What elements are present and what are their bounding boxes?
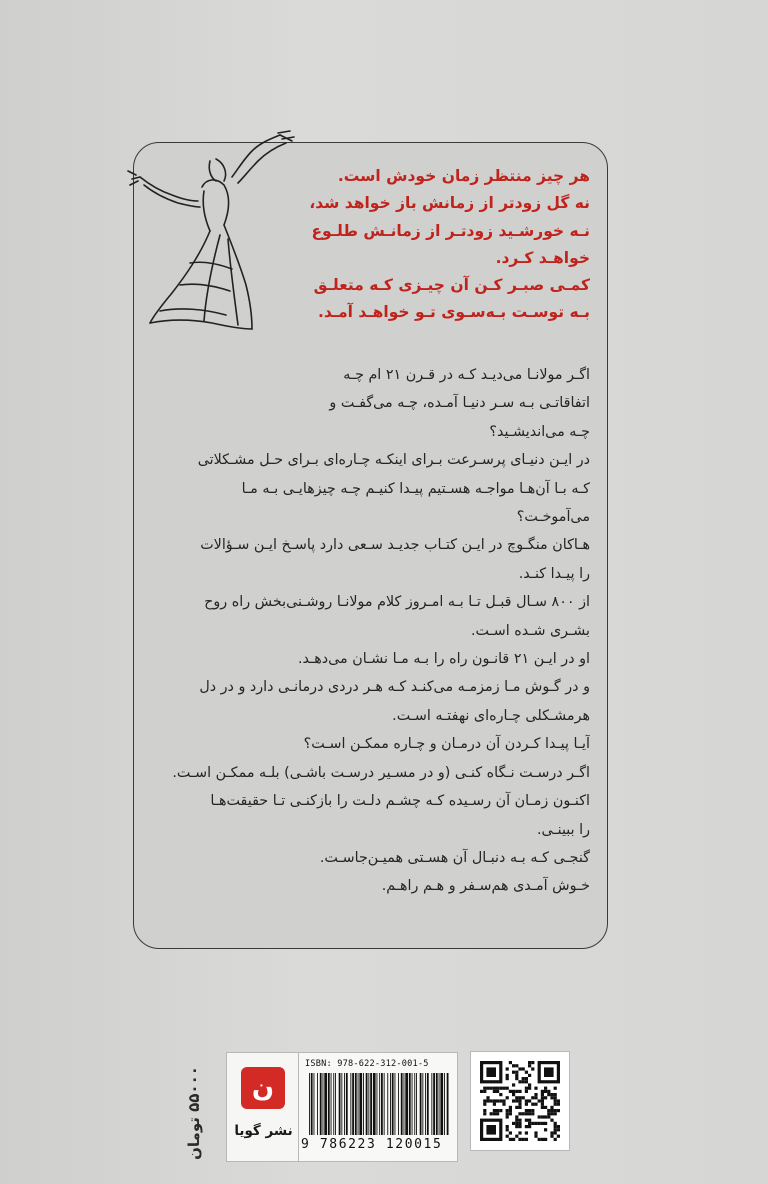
description-line: آیـا پیـدا کـردن آن درمـان و چـاره ممکـن اسـت؟ [303,736,590,753]
qr-module [522,1080,525,1083]
qr-module [486,1096,489,1099]
barcode-bar [379,1073,380,1135]
qr-module [522,1138,525,1141]
qr-module [525,1119,528,1122]
qr-module [528,1125,531,1128]
qr-module [515,1115,518,1118]
qr-module [550,1135,553,1138]
isbn-label: ISBN: 978-622-312-001-5 [305,1059,429,1069]
quote-block [270,163,590,327]
qr-module [483,1112,486,1115]
barcode-bar [324,1073,327,1135]
description-line: را ببینـی. [537,821,590,838]
qr-module [506,1135,509,1138]
qr-module [554,1131,557,1134]
publisher-logo: ن [241,1067,285,1109]
qr-module [550,1096,553,1099]
qr-module [515,1099,518,1102]
description-text [172,361,590,901]
description-line: کـه بـا آن‌هـا مواجـه هسـتیم پیـدا کنیـم چـه چیزهایـی بـه مـا [241,480,590,497]
qr-module [528,1074,531,1077]
barcode-bar [355,1073,357,1135]
qr-module [483,1103,486,1106]
qr-module [531,1096,534,1099]
qr-module [557,1099,560,1102]
qr-module [518,1099,521,1102]
qr-module [541,1138,544,1141]
qr-module [544,1106,547,1109]
qr-module [515,1122,518,1125]
description-line: اگـر مولانـا می‌دیـد کـه در قـرن ۲۱ ام چـه [343,367,590,383]
qr-module [528,1119,531,1122]
qr-module [557,1128,560,1131]
qr-module [496,1099,499,1102]
qr-module [544,1090,547,1093]
qr-module [496,1087,499,1090]
qr-module [528,1099,531,1102]
qr-module [528,1087,531,1090]
publisher-box [226,1052,301,1162]
barcode-bar [420,1073,422,1135]
barcode-bar [309,1073,310,1135]
qr-module [515,1119,518,1122]
qr-module [483,1090,486,1093]
qr-module [518,1125,521,1128]
qr-module [518,1090,521,1093]
description-line: می‌آموخـت؟ [516,509,590,526]
qr-module [512,1138,515,1141]
qr-module [528,1112,531,1115]
barcode-bar [331,1073,332,1135]
qr-module [515,1077,518,1080]
qr-module [550,1119,553,1122]
qr-module [541,1096,544,1099]
barcode-bar [405,1073,408,1135]
qr-module [534,1087,537,1090]
qr-module [486,1125,496,1135]
barcode-box [298,1052,458,1162]
barcode-bar [339,1073,341,1135]
description-line: از ۸۰۰ سـال قبـل تـا بـه امـروز کلام مولانـا روشـنی‌بخش راه روح [204,594,590,611]
qr-module [518,1122,521,1125]
barcode-bar [395,1073,396,1135]
description-line: اگـر درسـت نـگاه کنـی (و در مسـیر درسـت باشـی) بلـه ممکـن اسـت. [172,764,590,781]
barcode-bar [427,1073,429,1135]
qr-module [525,1112,528,1115]
quote-line: هر چیز منتظر زمان خودش است. [337,167,590,185]
description-line: بشـری شـده اسـت. [471,622,590,639]
barcode-bar [384,1073,385,1135]
qr-module [512,1093,515,1096]
qr-module [499,1087,502,1090]
qr-module [554,1138,557,1141]
qr-module [534,1096,537,1099]
barcode-bar [368,1073,369,1135]
qr-module [525,1099,528,1102]
qr-module [515,1125,518,1128]
price-label [179,1053,209,1173]
qr-module [509,1112,512,1115]
qr-module [506,1077,509,1080]
publisher-name: نشر گویا [234,1123,293,1139]
qr-module [554,1096,557,1099]
qr-module [493,1087,496,1090]
quote-line: نـه خورشـید زودتـر از زمانـش طلـوع [311,221,590,240]
qr-module [496,1109,499,1112]
description-line: گنجـی کـه بـه دنبـال آن هسـتی همیـن‌جاسـت. [319,849,590,866]
description-line: را پیـدا کنـد. [518,565,590,582]
qr-module [531,1122,534,1125]
qr-module [502,1103,505,1106]
qr-module [557,1125,560,1128]
qr-module [541,1106,544,1109]
barcode-bar [370,1073,372,1135]
barcode-bar [373,1073,376,1135]
barcode-bar [381,1073,383,1135]
qr-module [538,1138,541,1141]
qr-module [525,1077,528,1080]
qr-module [557,1109,560,1112]
qr-module [522,1096,525,1099]
qr-module [534,1122,537,1125]
description-line: اتفاقاتـی بـه سـر دنیـا آمـده، چـه می‌گفـت و [329,395,590,412]
qr-module [525,1090,528,1093]
barcode-bar [350,1073,351,1135]
qr-module [518,1112,521,1115]
barcode-bars [309,1073,449,1135]
barcode-bar [444,1073,445,1135]
qr-module [506,1125,509,1128]
qr-module [493,1090,496,1093]
qr-module [518,1138,521,1141]
barcode-bar [436,1073,438,1135]
barcode-bar [341,1073,342,1135]
qr-module [525,1080,528,1083]
qr-module [493,1103,496,1106]
qr-module [506,1112,509,1115]
barcode-bar [431,1073,432,1135]
barcode-bar [352,1073,354,1135]
qr-module [490,1087,493,1090]
qr-module [554,1125,557,1128]
barcode-bar [390,1073,391,1135]
price-text: ۵۵۰۰۰ تومان [185,1066,203,1160]
qr-module [538,1099,541,1102]
qr-module [541,1122,544,1125]
qr-module [515,1096,518,1099]
barcode-bar [366,1073,368,1135]
barcode-bar [359,1073,362,1135]
qr-module [554,1087,557,1090]
qr-module [518,1103,521,1106]
barcode-number: 9 786223 120015 [301,1137,443,1152]
qr-module [525,1087,528,1090]
barcode-bar [311,1073,313,1135]
qr-module [499,1109,502,1112]
barcode-bar [358,1073,359,1135]
qr-module [541,1103,544,1106]
qr-module [550,1131,553,1134]
qr-module [512,1083,515,1086]
qr-module [547,1109,550,1112]
description-line: هـاکان منگـوچ در ایـن کتـاب جدیـد سـعی دارد پاسـخ ایـن سـؤالات [200,537,590,554]
qr-module [493,1112,496,1115]
description-line: اکنـون زمـان آن رسـیده کـه چشـم دلـت را بازکنـی تـا حقیقت‌هـا [210,793,590,810]
qr-module [502,1087,505,1090]
qr-module [534,1103,537,1106]
barcode-bar [409,1073,411,1135]
qr-module [544,1138,547,1141]
qr-module [557,1135,560,1138]
qr-module [531,1109,534,1112]
qr-module [541,1093,544,1096]
description-line: در ایـن دنیـای پرسـرعت بـرای اینکـه چـاره‌ای بـرای حـل مشـکلاتی [197,452,590,469]
qr-module [502,1099,505,1102]
barcode-bar [320,1073,322,1135]
barcode-bar [440,1073,443,1135]
qr-module [544,1067,554,1077]
qr-module [538,1122,541,1125]
qr-module [518,1067,521,1070]
qr-module [525,1109,528,1112]
qr-module [509,1109,512,1112]
qr-module [506,1067,509,1070]
qr-module [525,1131,528,1134]
qr-module [528,1122,531,1125]
qr-module [528,1083,531,1086]
qr-module [486,1067,496,1077]
qr-module [509,1138,512,1141]
qr-module [506,1109,509,1112]
description-line: چـه می‌اندیشـید؟ [489,423,590,440]
qr-module [525,1125,528,1128]
qr-module [496,1090,499,1093]
quote-line: بـه توسـت بـه‌سـوی تـو خواهـد آمـد. [317,303,590,322]
qr-module [547,1115,550,1118]
qr-module [493,1099,496,1102]
qr-module [534,1131,537,1134]
qr-module [506,1096,509,1099]
qr-module [499,1099,502,1102]
qr-module [541,1090,544,1093]
qr-module [554,1099,557,1102]
qr-module [518,1106,521,1109]
qr-module [525,1103,528,1106]
qr-module [550,1109,553,1112]
qr-module [512,1090,515,1093]
barcode-bar [335,1073,336,1135]
qr-module [531,1103,534,1106]
barcode-bar [346,1073,348,1135]
qr-module [522,1077,525,1080]
qr-module [554,1128,557,1131]
qr-module [490,1099,493,1102]
qr-module [483,1099,486,1102]
qr-module [509,1131,512,1134]
barcode-bar [314,1073,315,1135]
qr-module [544,1122,547,1125]
barcode-bar [333,1073,334,1135]
description-line: هرمشـکلی چـاره‌ای نهفتـه اسـت. [392,707,590,724]
qr-module [541,1099,544,1102]
barcode-bar [416,1073,417,1135]
qr-module [509,1090,512,1093]
qr-module [528,1061,531,1064]
qr-module [515,1135,518,1138]
qr-module [486,1099,489,1102]
barcode-bar [328,1073,330,1135]
qr-module [512,1099,515,1102]
qr-module [515,1106,518,1109]
quote-line: نه گل زودتر از زمانش باز خواهد شد، [309,194,590,213]
qr-module [528,1109,531,1112]
qr-module [544,1128,547,1131]
barcode-bar [404,1073,405,1135]
barcode-bar [392,1073,394,1135]
qr-module [550,1093,553,1096]
barcode-bar [323,1073,324,1135]
qr-module [544,1096,547,1099]
qr-module [544,1087,547,1090]
qr-module [522,1112,525,1115]
qr-module [518,1131,521,1134]
qr-module [531,1067,534,1070]
qr-module [550,1112,553,1115]
qr-module [525,1138,528,1141]
qr-module [534,1135,537,1138]
barcode-bar [447,1073,449,1135]
barcode-bar [422,1073,423,1135]
qr-module [483,1087,486,1090]
qr-module [522,1067,525,1070]
qr-module [493,1109,496,1112]
qr-module [518,1119,521,1122]
qr-module [538,1115,541,1118]
qr-code-icon [480,1061,560,1141]
barcode-bar [317,1073,318,1135]
qr-module [518,1096,521,1099]
qr-module [512,1122,515,1125]
barcode-bar [377,1073,378,1135]
barcode-bar [412,1073,413,1135]
qr-module [547,1112,550,1115]
qr-module [531,1112,534,1115]
barcode-bar [398,1073,399,1135]
qr-module [515,1090,518,1093]
qr-module [480,1090,483,1093]
barcode-bar [401,1073,403,1135]
barcode-bar [344,1073,345,1135]
qr-module [547,1093,550,1096]
qr-module [550,1106,553,1109]
qr-module [554,1109,557,1112]
qr-module [531,1061,534,1064]
barcode-bar [433,1073,435,1135]
qr-module [499,1093,502,1096]
qr-module [528,1064,531,1067]
qr-module [534,1093,537,1096]
qr-module [544,1115,547,1118]
qr-module [486,1087,489,1090]
barcode-bar [387,1073,388,1135]
description-line: خـوش آمـدی هم‌سـفر و هـم راهـم. [381,878,590,895]
qr-module [518,1080,521,1083]
qr-module [554,1093,557,1096]
qr-module [557,1103,560,1106]
qr-module [512,1064,515,1067]
qr-module [554,1103,557,1106]
qr-module [547,1090,550,1093]
qr-module [506,1128,509,1131]
qr-module [515,1071,518,1074]
qr-module [490,1112,493,1115]
quote-line: خواهـد کـرد. [495,248,590,267]
quote-line: کمـی صبـر کـن آن چیـزی کـه متعلـق [313,276,590,295]
barcode-bar [425,1073,426,1135]
description-line: او در ایـن ۲۱ قانـون راه را بـه مـا نشـان می‌دهـد. [297,651,590,668]
qr-module [483,1109,486,1112]
qr-module [515,1074,518,1077]
qr-module [506,1115,509,1118]
barcode-bar [363,1073,364,1135]
qr-module [554,1122,557,1125]
qr-code-box [470,1051,570,1151]
qr-module [509,1106,512,1109]
qr-module [512,1071,515,1074]
qr-module [509,1061,512,1064]
qr-module [506,1074,509,1077]
barcode-bar [439,1073,440,1135]
qr-module [496,1112,499,1115]
qr-module [525,1071,528,1074]
qr-module [554,1112,557,1115]
qr-module [541,1115,544,1118]
barcode-bar [414,1073,415,1135]
description-line: و در گـوش مـا زمزمـه می‌کنـد کـه هـر دردی درمانـی دارد و در دل [199,679,590,696]
qr-module [506,1087,509,1090]
qr-module [515,1064,518,1067]
